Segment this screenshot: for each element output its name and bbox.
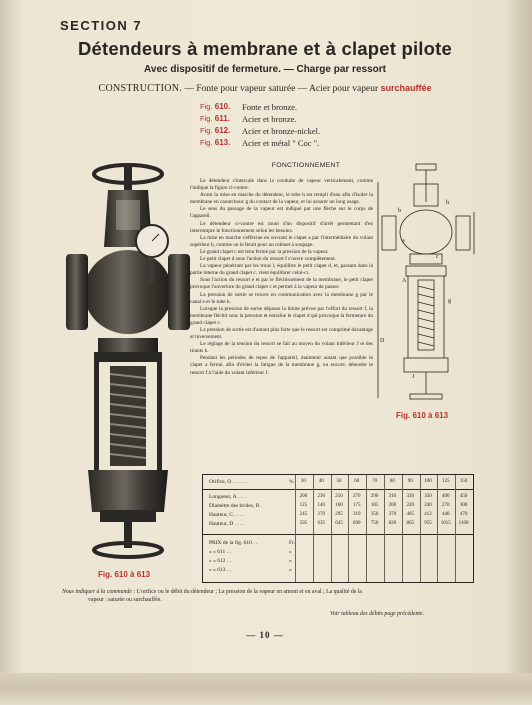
price-label: » » 612 . .: [209, 558, 231, 564]
table-cell: 220: [406, 503, 414, 508]
svg-text:D: D: [380, 338, 385, 344]
size-column: [455, 475, 471, 582]
notes-line1: L'orifice ou le débit du détendeur ; La pression de la vapeur en amont et en aval ; La qualité de la: [136, 589, 362, 595]
table-cell: 440: [442, 512, 450, 517]
figure-item: Fig. 613. Acier et métal " Coc ".: [200, 138, 320, 148]
figure-item: Fig. 612. Acier et bronze-nickel.: [200, 126, 321, 136]
price-unit: »: [289, 549, 292, 555]
size-header: 70: [372, 479, 378, 484]
price-unit: Fr.: [289, 540, 295, 546]
row-label: Hauteur, D . . . .: [209, 521, 245, 527]
orifice-unit: %: [289, 479, 294, 485]
table-cell: 200: [388, 503, 397, 508]
paragraph: Le détendeur ci-contre est muni d'un dispositif d'arrêt permettant d'en interrompre le fonctionnement selon les besoins.: [190, 220, 373, 234]
size-header: 90: [407, 479, 413, 484]
figure-list: [200, 101, 320, 149]
table-cell: 750: [370, 521, 379, 526]
size-header: 60: [354, 479, 360, 484]
row-label: Diamètre des brides, B .: [209, 503, 263, 509]
paragraph: La vapeur pénétrant par les trous l, équilibre le petit clapet d, et, passant dans la partie interne du grand clapet c, vient équilibrer celui-ci.: [190, 263, 373, 277]
size-header: 40: [318, 479, 324, 484]
table-cell: 645: [335, 521, 343, 526]
section-heading: SECTION 7: [60, 18, 143, 33]
table-cell: 820: [388, 521, 397, 526]
svg-text:J: J: [412, 374, 415, 380]
table-cell: 595: [299, 521, 308, 526]
svg-text:b: b: [398, 208, 401, 214]
table-cell: 140: [317, 503, 325, 508]
table-cell: 865: [406, 521, 414, 526]
paragraph: Le grand clapet c est tenu fermé par la pression de la vapeur.: [200, 248, 329, 255]
table-cell: 175: [353, 503, 361, 508]
paragraph: Le petit clapet d sous l'action du ressort f s'ouvre complètement.: [200, 256, 336, 263]
page-edge: [504, 0, 532, 705]
table-cell: 230: [317, 494, 325, 499]
notes-prefix: Nous indiquer à la commande :: [62, 589, 136, 595]
svg-text:h: h: [446, 200, 449, 206]
page-subtitle: Avec dispositif de fermeture. — Charge par ressort: [144, 64, 386, 75]
table-cell: 470: [459, 512, 468, 517]
paragraph: Lorsque la pression de sortie dépasse la limite prévue par l'effort du ressort f, la membrane fléchit sous la pression et entraîne le clapet d qui provoque la fermeture du grand clapet c.: [190, 305, 373, 326]
size-column: [402, 475, 418, 582]
table-cell: 330: [406, 494, 414, 499]
paragraph: La mise en marche s'effectue en ouvrant le clapet a par l'intermédiaire du volant supérieur b, comme on le ferait pour un robinet à soupape.: [190, 234, 373, 248]
paragraph: Pendant les périodes de repos de l'appareil, maintenir autant que possible le clapet a fermé, afin d'éviter la fatigue de la membrane g, ou encore, détendre le ressort f à l'aide du volant inférieur J.: [190, 355, 373, 376]
svg-text:A: A: [402, 278, 407, 284]
table-cell: 160: [335, 503, 343, 508]
size-column: [384, 475, 400, 582]
fonctionnement-body: [190, 178, 373, 377]
drawing-caption: Fig. 610 à 613: [396, 411, 449, 420]
figure-item: Fig. 611. Acier et bronze.: [200, 114, 297, 124]
table-cell: 295: [335, 512, 343, 517]
table-cell: 240: [424, 503, 432, 508]
table-cell: 250: [335, 494, 343, 499]
table-cell: 300: [459, 503, 468, 508]
table-cell: 350: [424, 494, 432, 499]
size-header: 100: [424, 479, 432, 484]
size-column: [331, 475, 347, 582]
table-cell: 185: [370, 503, 379, 508]
table-cell: 270: [317, 512, 325, 517]
price-label: » » 611 . .: [209, 549, 231, 555]
table-cell: 1015: [440, 521, 451, 526]
size-header: 150: [459, 479, 468, 484]
table-cell: 412: [424, 512, 432, 517]
size-column: [420, 475, 436, 582]
table-cell: 450: [459, 494, 468, 499]
table-columns: [295, 475, 473, 582]
construction-text: — Fonte pour vapeur saturée — Acier pour vapeur: [184, 84, 379, 94]
table-cell: 405: [406, 512, 414, 517]
table-cell: 310: [353, 512, 361, 517]
table-cell: 955: [424, 521, 432, 526]
paragraph: Avant la mise en marche du détendeur, le tube h est rempli d'eau afin d'isoler la membrane en caoutchouc g du contact de la vapeur, et lui assurer un long usage.: [190, 192, 373, 206]
paragraph: Le réglage de la tension du ressort se fait au moyen du volant inférieur J et des tirants k.: [190, 341, 373, 355]
table-cell: 270: [442, 503, 450, 508]
construction-hot: surchauffée: [380, 83, 432, 93]
row-label: Hauteur, C . . . .: [209, 512, 244, 518]
photo-caption: Fig. 610 à 613: [98, 570, 151, 579]
dimensions-table: [202, 474, 474, 583]
size-header: 30: [300, 479, 306, 484]
size-column: [348, 475, 364, 582]
page-number: — 10 —: [246, 630, 284, 640]
price-unit: »: [289, 558, 292, 564]
price-label: » » 613 . .: [209, 567, 231, 573]
table-cell: 245: [299, 512, 308, 517]
row-label: Longueur, A . . . .: [209, 494, 248, 500]
svg-text:g: g: [448, 298, 451, 304]
page-title: Détendeurs à membrane et à clapet pilote: [77, 38, 452, 59]
paragraph: Sous l'action du ressort e et par le fléchissement de la membrane, le petit clapet provoque l'ouverture du grand clapet c et permet à la vapeur de passer.: [190, 277, 373, 291]
construction-label: CONSTRUCTION.: [98, 83, 183, 94]
construction-line: [60, 83, 470, 94]
table-cell: 290: [370, 494, 379, 499]
price-unit: »: [289, 567, 292, 573]
price-label: PRIX de la fig. 610 . .: [209, 540, 258, 546]
size-column: [313, 475, 329, 582]
table-cell: 310: [388, 494, 397, 499]
paragraph: Le détendeur s'intercale dans la conduite de vapeur verticalement, comme l'indique la figure ci-contre.: [190, 178, 373, 192]
size-header: 125: [442, 479, 450, 484]
table-cell: 690: [353, 521, 361, 526]
svg-text:c: c: [436, 254, 439, 260]
svg-text:a: a: [402, 238, 405, 244]
order-notes: [62, 588, 474, 604]
table-cell: 1100: [458, 521, 469, 526]
valve-section-drawing: [376, 162, 476, 407]
paragraph: Le sens du passage de la vapeur est indiqué par une flèche sur le corps de l'appareil.: [190, 206, 373, 220]
notes-line2: vapeur : saturée ou surchauffée.: [88, 597, 162, 603]
size-column: [295, 475, 311, 582]
table-cell: 400: [442, 494, 450, 499]
fonctionnement-title: FONCTIONNEMENT: [271, 162, 341, 169]
paragraph: La pression de sortie est d'autant plus forte que le ressort est comprimé davantage et inversement.: [190, 326, 373, 341]
figure-item: Fig. 610. Fonte et bronze.: [200, 102, 297, 112]
size-column: [437, 475, 453, 582]
book-binding: [0, 673, 532, 705]
orifice-label: Orifice, O . . . . . .: [209, 479, 248, 485]
table-cell: 270: [353, 494, 361, 499]
table-cell: 200: [299, 494, 308, 499]
see-table-note: Voir tableau des débits page précédente.: [330, 611, 425, 617]
size-column: [366, 475, 382, 582]
size-header: 50: [336, 479, 342, 484]
table-cell: 350: [370, 512, 379, 517]
size-header: 80: [389, 479, 395, 484]
table-cell: 635: [317, 521, 325, 526]
valve-photo: [60, 152, 195, 570]
table-cell: 370: [388, 512, 397, 517]
paragraph: La pression de sortie se trouve en communication avec la membrane g par le canal e et le tube h.: [190, 291, 373, 305]
table-cell: 125: [299, 503, 308, 508]
